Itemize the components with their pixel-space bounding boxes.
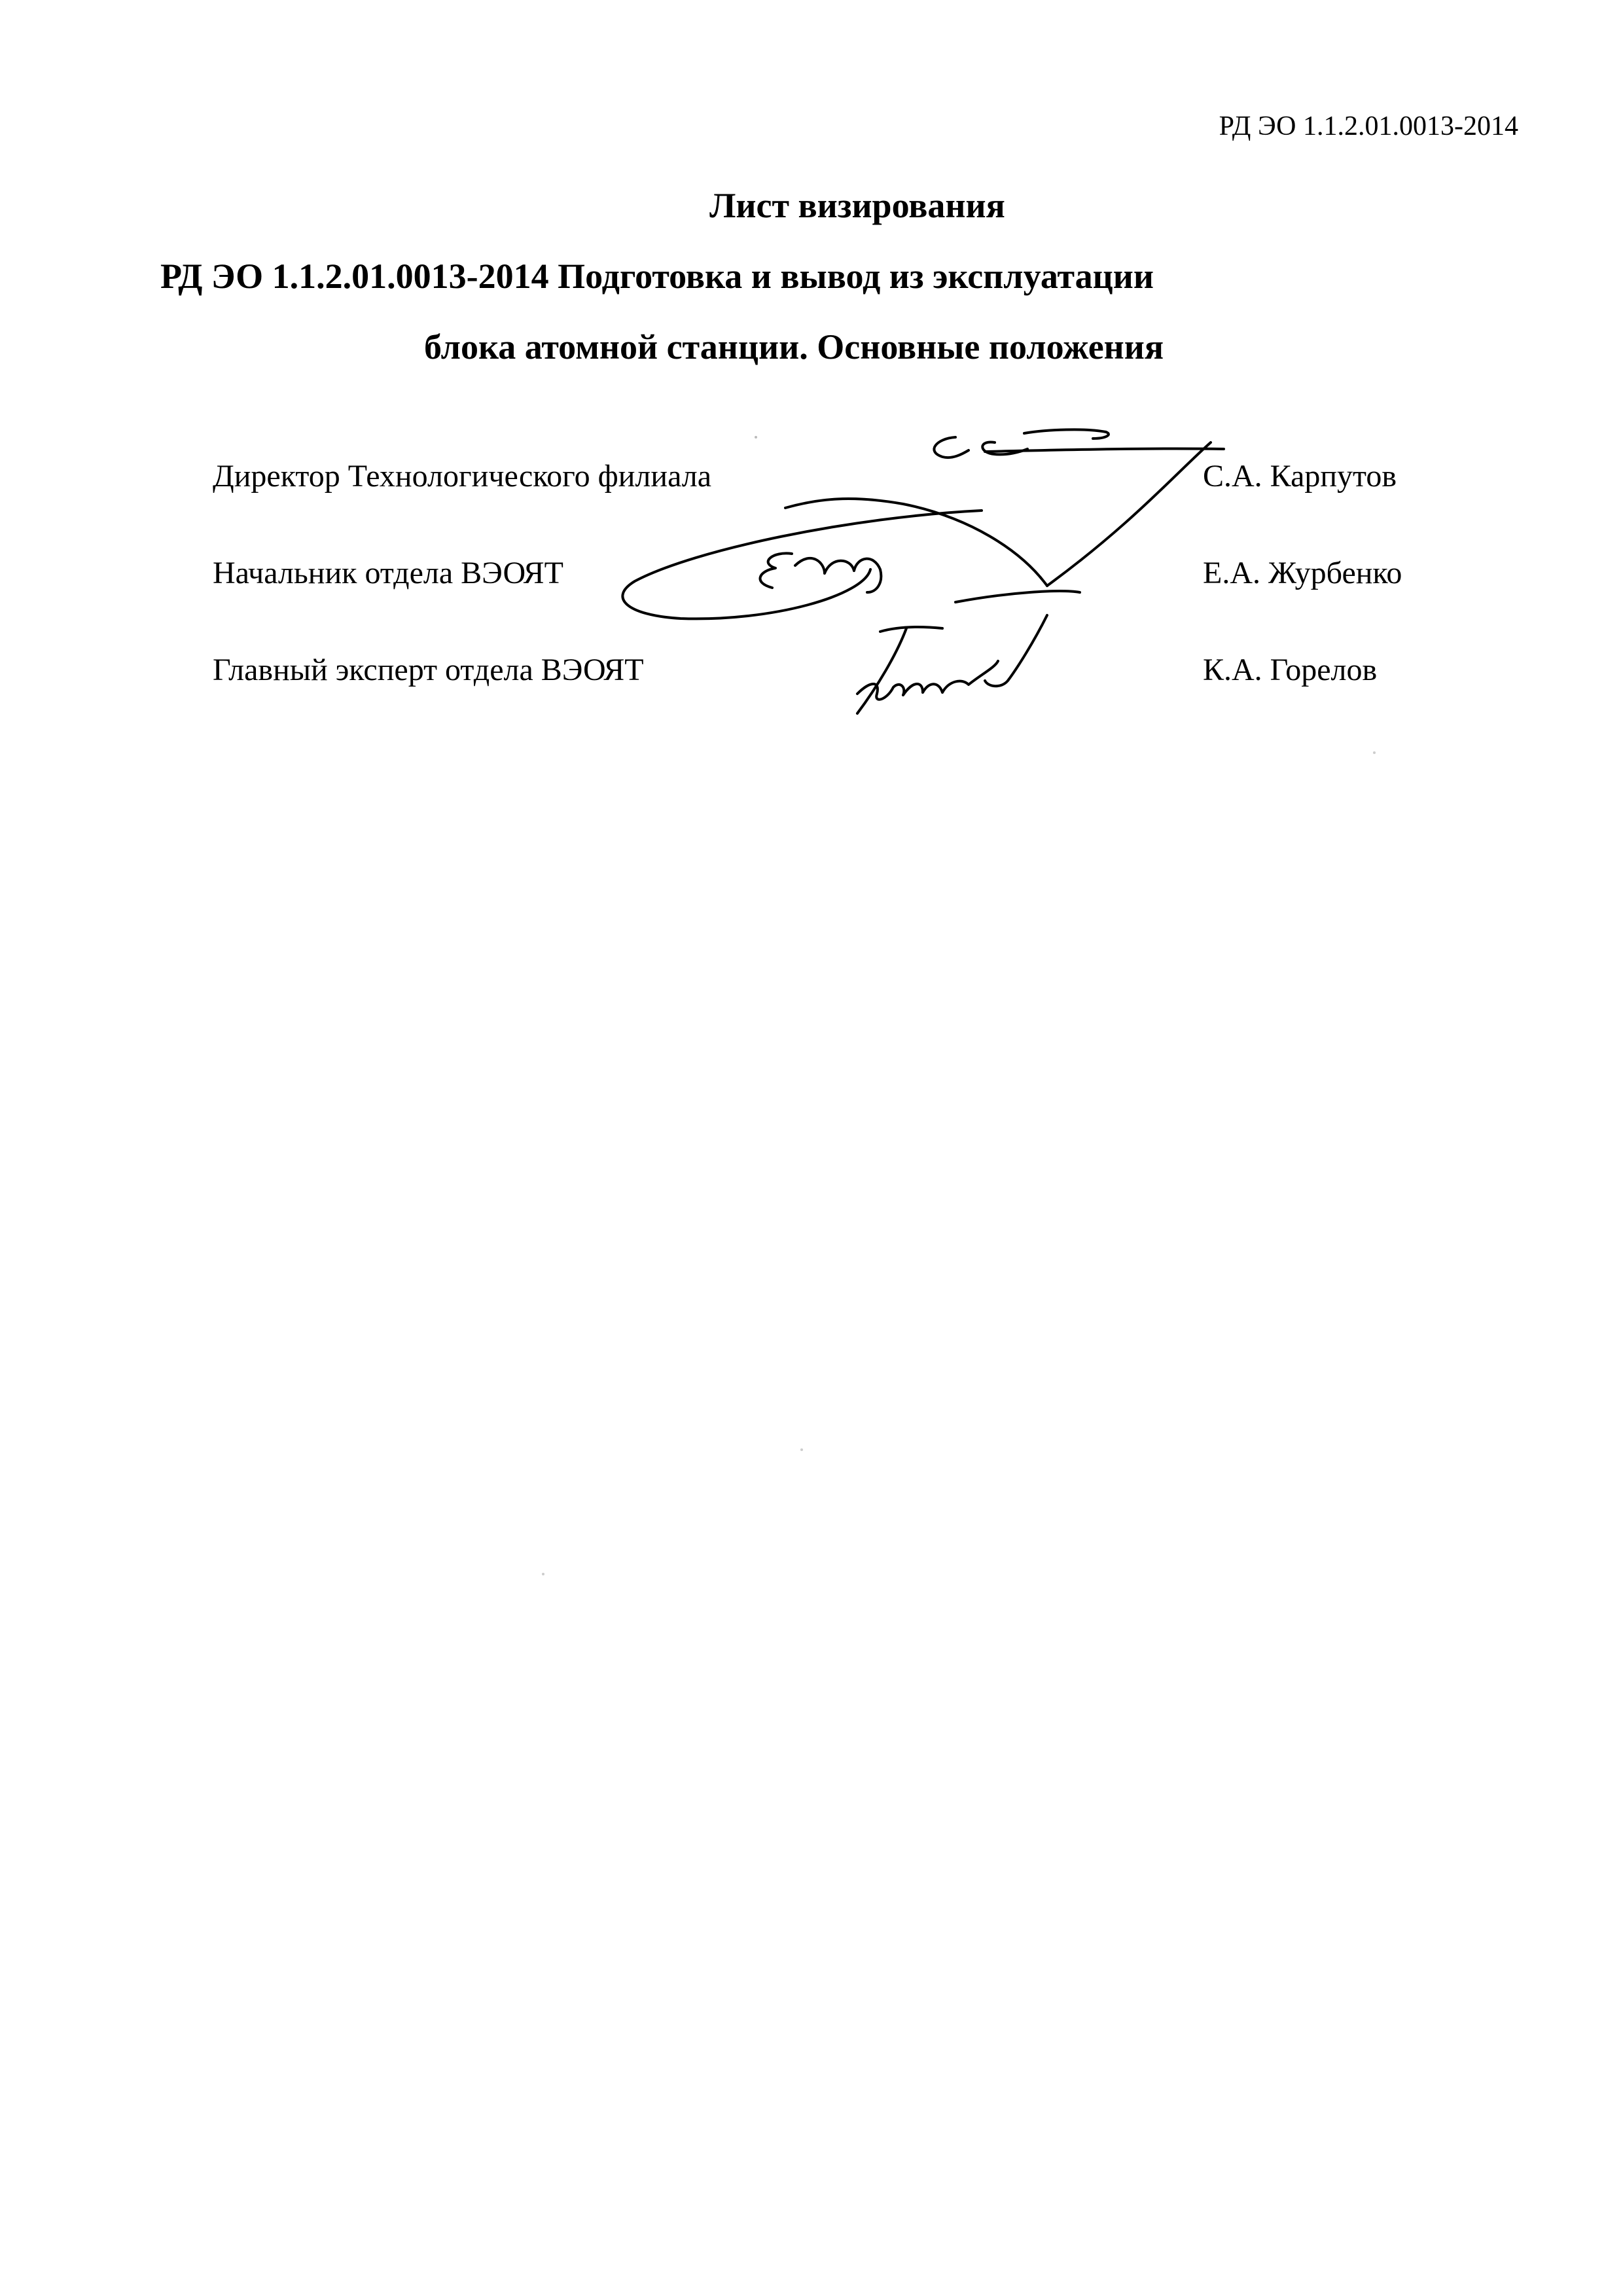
signatory-name-director: С.А. Карпутов: [1203, 459, 1397, 493]
handwritten-signature-1: [785, 429, 1224, 586]
handwritten-signature-3: [857, 615, 1047, 713]
signatory-position-director: Директор Технологического филиала: [213, 459, 712, 493]
signatory-position-expert: Главный эксперт отдела ВЭОЯТ: [213, 653, 644, 687]
page-title: Лист визирования: [709, 186, 1005, 225]
document-subtitle-line-2: блока атомной станции. Основные положения: [424, 327, 1164, 367]
signatory-position-head: Начальник отдела ВЭОЯТ: [213, 556, 563, 590]
signatory-name-expert: К.А. Горелов: [1203, 653, 1378, 687]
signatory-name-head: Е.А. Журбенко: [1203, 556, 1402, 590]
document-code-header: РД ЭО 1.1.2.01.0013-2014: [1219, 111, 1518, 141]
document-subtitle-line-1: РД ЭО 1.1.2.01.0013-2014 Подготовка и вывод из эксплуатации: [160, 257, 1154, 296]
handwritten-signature-2: [622, 511, 1080, 619]
